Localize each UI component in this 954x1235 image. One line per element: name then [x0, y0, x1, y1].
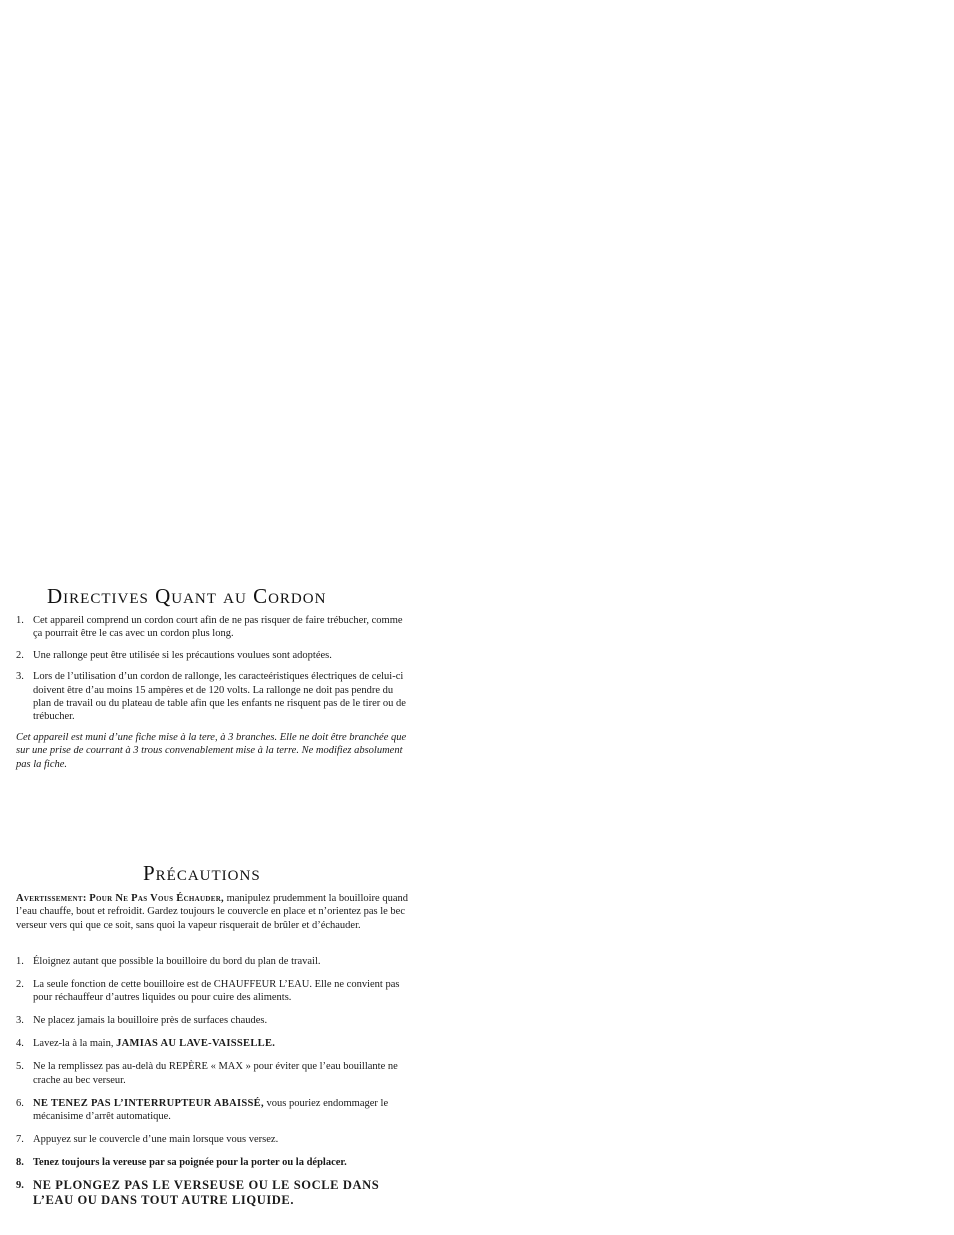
warning-text: manipulez prudemment la bouilloire quand l’eau chauffe, bout et refroidit. Gardez toujours le couvercle en place et n’orientez pas le bec verseur vers qui que ce soit, sans quoi la vapeur risquerait de brûler et d’échauder.: [16, 893, 408, 931]
list-item: [16, 670, 408, 724]
item-number: 3.: [16, 671, 24, 683]
list-item: [16, 1037, 408, 1050]
list-item: [16, 1014, 408, 1027]
list-item: [16, 978, 408, 1005]
item-text: Une rallonge peut être utilisée si les précautions voulues sont adoptées.: [33, 649, 332, 661]
list-item: [16, 955, 408, 968]
item-number: 6.: [16, 1097, 24, 1109]
cord-instructions-list: [16, 614, 408, 732]
item-text: vous pouriez endommager le mécanisime d’arrêt automatique.: [33, 1097, 389, 1123]
item-text: Lavez-la à la main,: [33, 1038, 117, 1050]
grounded-plug-note: Cet appareil est muni d’une fiche mise à la tere, à 3 branches. Elle ne doit être branchée que sur une prise de courrant à 3 trous convenablement mise à la terre. Ne modifiez absolument pas la fiche.: [16, 732, 407, 770]
item-number: 5.: [16, 1061, 24, 1073]
item-number: 7.: [16, 1134, 24, 1146]
warning-label: Avertissement:: [16, 893, 87, 904]
item-number: 8.: [16, 1157, 24, 1169]
item-text: Ne la remplissez pas au-delà du REPÈRE « MAX » pour éviter que l’eau bouillante ne crache au bec verseur.: [33, 1061, 398, 1086]
item-number: 1.: [16, 615, 24, 626]
list-item: [16, 1133, 408, 1146]
item-text: La seule fonction de cette bouilloire est de CHAUFFEUR L’EAU. Elle ne convient pas pour réchauffeur d’autres liquides ou pour cuire des aliments.: [33, 979, 400, 1004]
precautions-section-title: Précautions: [143, 861, 261, 885]
item-text: Cet appareil comprend un cordon court afin de ne pas risquer de faire trébucher, comme ça pourrait être le cas avec un cordon plus long.: [33, 615, 403, 640]
item-text: Appuyez sur le couvercle d’une main lorsque vous versez.: [33, 1134, 279, 1146]
list-item: [16, 1156, 408, 1169]
item-text: Lors de l’utilisation d’un cordon de rallonge, les caracteéristiques électriques de celui-ci doivent être d’au moins 15 ampères et de 120 volts. La rallonge ne doit pas pendre du plan de travail ou du plateau de table afin que les enfants ne risquent pas de le tirer ou de trébucher.: [33, 671, 406, 723]
item-number: 3.: [16, 1015, 24, 1027]
item-text: Ne placez jamais la bouilloire près de surfaces chaudes.: [33, 1015, 268, 1027]
scald-warning: [16, 892, 408, 932]
list-item: [16, 1179, 408, 1208]
item-number: 2.: [16, 979, 24, 990]
list-item: [16, 614, 408, 641]
item-number: 4.: [16, 1038, 24, 1050]
item-number: 9.: [16, 1180, 24, 1192]
cord-section-title: Directives Quant au Cordon: [47, 584, 327, 608]
item-text: Tenez toujours la vereuse par sa poignée pour la porter ou la déplacer.: [33, 1157, 347, 1169]
list-item: [16, 1097, 408, 1124]
item-emphasis: JAMIAS AU LAVE-VAISSELLE.: [116, 1038, 276, 1050]
list-item: [16, 649, 408, 662]
precautions-list: [16, 955, 408, 1218]
list-item: [16, 1060, 408, 1087]
item-number: 1.: [16, 956, 24, 967]
item-text: Éloignez autant que possible la bouilloire du bord du plan de travail.: [33, 956, 321, 967]
item-emphasis: NE TENEZ PAS L’INTERRUPTEUR ABAISSÉ,: [33, 1097, 264, 1109]
item-text: NE PLONGEZ PAS LE VERSEUSE OU LE SOCLE DANS L’EAU OU DANS TOUT AUTRE LIQUIDE.: [33, 1178, 380, 1207]
item-number: 2.: [16, 649, 24, 661]
warning-lead: Pour Ne Pas Vous Échauder,: [89, 893, 224, 904]
